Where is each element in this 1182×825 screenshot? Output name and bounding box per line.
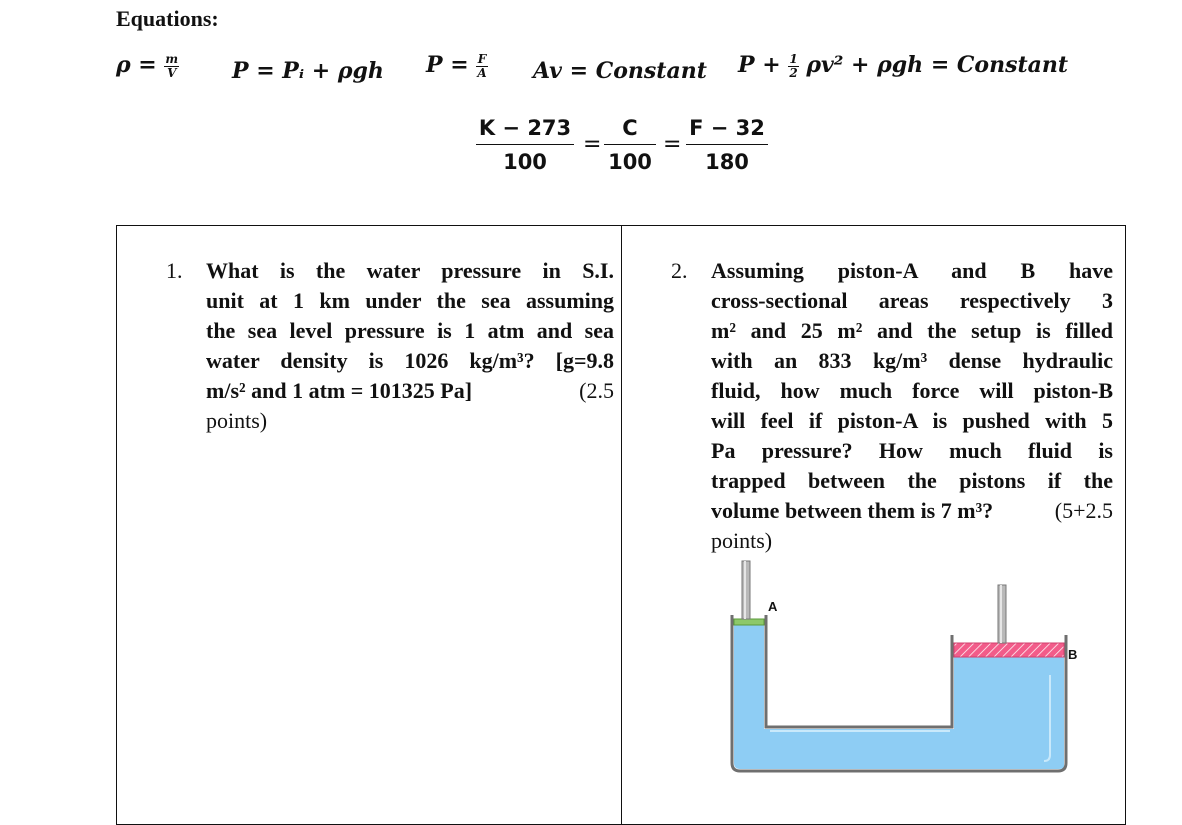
celsius-fraction: C 100 xyxy=(604,114,656,177)
pressure-depth-equation: P = Pᵢ + ρgh xyxy=(232,58,384,84)
bernoulli-equation: P + $\frac{1}{2}$ ρv² + ρgh = Constant xyxy=(738,51,1069,80)
q2-line-5: fluid, how much force will piston-B xyxy=(711,378,1113,403)
q2-line-2: cross-sectional areas respectively 3 xyxy=(711,288,1113,313)
q2-line-1: Assuming piston-A and B have xyxy=(711,258,1113,283)
q2-line-4: with an 833 kg/m³ dense hydraulic xyxy=(711,348,1113,373)
q2-points: (5+2.5 xyxy=(1054,498,1113,523)
label-a: A xyxy=(768,599,778,614)
q1-line-2: unit at 1 km under the sea assuming xyxy=(206,288,614,313)
q2-line-6: will feel if piston-A is pushed with 5 xyxy=(711,408,1113,433)
fahrenheit-fraction: F − 32 180 xyxy=(686,114,768,177)
table-divider xyxy=(621,225,622,825)
continuity-equation: Av = Constant xyxy=(533,58,707,84)
density-equation: ρ = $\frac{m}{V}$ xyxy=(116,51,179,80)
q2-line-9: volume between them is 7 m³? xyxy=(711,498,994,523)
equals-sign-1: = xyxy=(583,132,602,157)
q2-line-7: Pa pressure? How much fluid is xyxy=(711,438,1113,463)
q2-line-10: points) xyxy=(711,528,773,553)
q1-line-4: water density is 1026 kg/m³? [g=9.8 xyxy=(206,348,614,373)
question-1-number: 1. xyxy=(166,258,183,283)
q2-line-8: trapped between the pistons if the xyxy=(711,468,1113,493)
piston-a xyxy=(734,619,764,625)
q1-line-3: the sea level pressure is 1 atm and sea xyxy=(206,318,614,343)
hydraulic-press-diagram xyxy=(722,555,1092,775)
q1-line-1: What is the water pressure in S.I. xyxy=(206,258,614,283)
question-2-number: 2. xyxy=(671,258,688,283)
q1-line-5: m/s² and 1 atm = 101325 Pa] xyxy=(206,378,473,403)
q1-points: (2.5 xyxy=(579,378,614,403)
label-b: B xyxy=(1068,647,1078,662)
q2-line-3: m² and 25 m² and the setup is filled xyxy=(711,318,1113,343)
kelvin-fraction: K − 273 100 xyxy=(476,114,574,177)
piston-b xyxy=(954,643,1064,657)
equations-heading: Equations: xyxy=(116,6,219,31)
q1-line-6: points) xyxy=(206,408,268,433)
pressure-force-equation: P = $\frac{F}{A}$ xyxy=(426,51,487,80)
equals-sign-2: = xyxy=(663,132,682,157)
